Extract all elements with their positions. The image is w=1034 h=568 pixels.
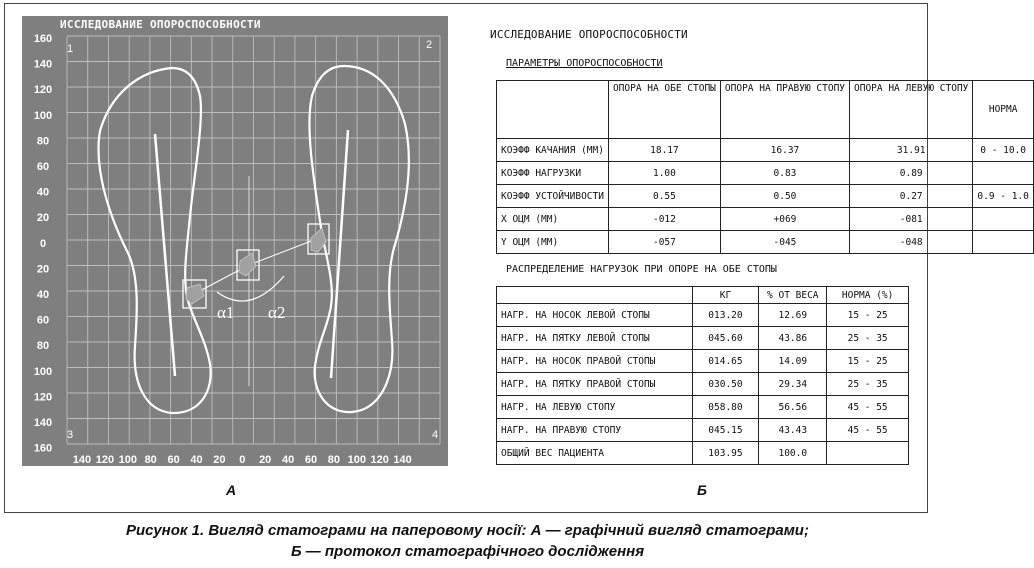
params-row: [497, 185, 1034, 208]
right-foot-axis: [331, 130, 348, 378]
y-tick-label: 140: [33, 58, 53, 71]
y-tick-label: 160: [33, 33, 53, 45]
y-tick-label: 140: [33, 417, 53, 429]
params-cell: 0.27: [850, 185, 973, 208]
distribution-cell: 15 - 25: [827, 350, 909, 373]
angle-label-2: α2: [268, 303, 286, 322]
x-tick-label: 80: [144, 454, 157, 466]
x-tick-label: 40: [190, 454, 203, 466]
distribution-cell: 43.86: [759, 327, 827, 350]
params-cell: +069: [720, 208, 849, 231]
params-cell: Y ОЦМ (ММ): [497, 231, 609, 254]
y-tick-label: 80: [36, 135, 50, 148]
distribution-cell: 29.34: [759, 373, 827, 396]
params-cell: 18.17: [608, 139, 720, 162]
quadrant-number: 4: [432, 429, 439, 441]
params-cell: [973, 208, 1033, 231]
params-cell: 0.50: [720, 185, 849, 208]
cop-trace-right: [311, 228, 326, 252]
distribution-cell: НАГР. НА ПРАВУЮ СТОПУ: [497, 419, 693, 442]
left-foot-outline: [99, 68, 211, 413]
distribution-cell: 25 - 35: [827, 373, 909, 396]
params-header-cell: [497, 81, 609, 139]
y-tick-label: 80: [36, 340, 50, 353]
y-tick-label: 0: [39, 237, 47, 250]
params-header-cell: ОПОРА НА ЛЕВУЮ СТОПУ: [850, 81, 973, 139]
x-tick-label: 120: [95, 454, 115, 466]
params-cell: -048: [850, 231, 973, 254]
params-cell: -045: [720, 231, 849, 254]
distribution-cell: НАГР. НА НОСОК ПРАВОЙ СТОПЫ: [497, 350, 693, 373]
distribution-cell: 12.69: [759, 304, 827, 327]
x-tick-label: 60: [304, 454, 318, 466]
distribution-cell: 25 - 35: [827, 327, 909, 350]
params-cell: 0.9 - 1.0: [973, 185, 1033, 208]
distribution-cell: 103.95: [692, 442, 759, 465]
distribution-cell: 14.09: [759, 350, 827, 373]
params-cell: 0.55: [608, 185, 720, 208]
params-cell: 16.37: [720, 139, 849, 162]
x-tick-label: 20: [213, 454, 226, 466]
distribution-row: [497, 396, 909, 419]
label-a: А: [226, 482, 237, 498]
distribution-row: [497, 304, 909, 327]
params-table: [496, 80, 1034, 254]
params-row: [497, 231, 1034, 254]
distribution-table: [496, 286, 909, 465]
y-tick-label: 120: [33, 391, 53, 404]
distribution-cell: 45 - 55: [827, 419, 909, 442]
params-cell: 0 - 10.0: [973, 139, 1033, 162]
distribution-cell: 43.43: [759, 419, 827, 442]
params-header-cell: ОПОРА НА ОБЕ СТОПЫ: [608, 81, 720, 139]
distribution-cell: 058.80: [692, 396, 759, 419]
y-tick-label: 100: [33, 365, 53, 378]
statogram-plot: [22, 16, 448, 466]
figure-caption-line-2: Б — протокол статографічного дослідження: [290, 543, 645, 560]
params-row: [497, 162, 1034, 185]
distribution-row: [497, 327, 909, 350]
params-title: ПАРАМЕТРЫ ОПОРОСПОСОБНОСТИ: [506, 58, 663, 69]
distribution-header-row: [497, 287, 909, 304]
params-row: [497, 139, 1034, 162]
y-tick-label: 120: [33, 84, 53, 97]
params-cell: -081: [850, 208, 973, 231]
x-tick-label: 140: [393, 454, 412, 466]
angle-label-1: α1: [217, 303, 235, 322]
params-cell: КОЭФФ НАГРУЗКИ: [497, 162, 609, 185]
cop-trace-left: [186, 284, 204, 304]
x-tick-label: 20: [259, 454, 272, 466]
distribution-cell: НАГР. НА ПЯТКУ ЛЕВОЙ СТОПЫ: [497, 327, 693, 350]
x-tick-label: 40: [281, 454, 295, 466]
distribution-cell: НАГР. НА ЛЕВУЮ СТОПУ: [497, 396, 693, 419]
y-tick-label: 60: [36, 314, 50, 327]
y-tick-label: 40: [36, 186, 50, 199]
distribution-cell: 013.20: [692, 304, 759, 327]
distribution-title: РАСПРЕДЕЛЕНИЕ НАГРУЗОК ПРИ ОПОРЕ НА ОБЕ СТОПЫ: [506, 264, 777, 275]
quadrant-number: 1: [67, 43, 74, 55]
quadrant-number: 3: [67, 429, 74, 441]
params-header-cell: НОРМА: [973, 81, 1033, 139]
x-tick-label: 80: [327, 454, 341, 466]
params-cell: КОЭФФ КАЧАНИЯ (ММ): [497, 139, 609, 162]
distribution-cell: 100.0: [759, 442, 827, 465]
y-tick-label: 40: [36, 289, 50, 301]
distribution-header-cell: КГ: [692, 287, 759, 304]
y-tick-label: 20: [36, 263, 50, 276]
figure-caption-line-1: Рисунок 1. Вигляд статограми на паперовому носії: А — графічний вигляд статограми;: [126, 522, 809, 539]
params-cell: -057: [608, 231, 720, 254]
params-header-cell: ОПОРА НА ПРАВУЮ СТОПУ: [720, 81, 849, 139]
distribution-cell: 45 - 55: [827, 396, 909, 419]
params-cell: 31.91: [850, 139, 973, 162]
params-cell: 1.00: [608, 162, 720, 185]
distribution-cell: 030.50: [692, 373, 759, 396]
params-row: [497, 208, 1034, 231]
params-cell: 0.89: [850, 162, 973, 185]
distribution-row: [497, 419, 909, 442]
distribution-cell: ОБЩИЙ ВЕС ПАЦИЕНТА: [497, 442, 693, 465]
params-cell: -012: [608, 208, 720, 231]
x-tick-label: 0: [239, 454, 246, 466]
x-tick-label: 140: [72, 454, 92, 466]
distribution-cell: 045.15: [692, 419, 759, 442]
x-tick-label: 100: [118, 454, 137, 466]
x-tick-label: 100: [347, 454, 366, 466]
distribution-cell: 15 - 25: [827, 304, 909, 327]
x-tick-label: 120: [370, 454, 389, 466]
distribution-header-cell: НОРМА (%): [827, 287, 909, 304]
protocol-title: ИССЛЕДОВАНИЕ ОПОРОСПОСОБНОСТИ: [490, 28, 688, 41]
params-cell: [973, 231, 1033, 254]
params-cell: 0.83: [720, 162, 849, 185]
params-cell: X ОЦМ (ММ): [497, 208, 609, 231]
distribution-header-cell: [497, 287, 693, 304]
params-cell: КОЭФФ УСТОЙЧИВОСТИ: [497, 185, 609, 208]
y-tick-label: 20: [36, 212, 50, 225]
distribution-cell: [827, 442, 909, 465]
distribution-header-cell: % ОТ ВЕСА: [759, 287, 827, 304]
y-tick-label: 160: [33, 442, 53, 455]
statogram-title: ИССЛЕДОВАНИЕ ОПОРОСПОСОБНОСТИ: [60, 18, 261, 31]
y-tick-label: 60: [36, 161, 50, 173]
distribution-cell: 045.60: [692, 327, 759, 350]
distribution-cell: 014.65: [692, 350, 759, 373]
distribution-row: [497, 350, 909, 373]
distribution-row: [497, 442, 909, 465]
distribution-row: [497, 373, 909, 396]
y-tick-label: 100: [33, 109, 53, 122]
distribution-cell: 56.56: [759, 396, 827, 419]
params-header-row: [497, 81, 1034, 139]
quadrant-number: 2: [426, 39, 433, 51]
x-tick-label: 60: [167, 454, 180, 466]
params-cell: [973, 162, 1033, 185]
distribution-cell: НАГР. НА ПЯТКУ ПРАВОЙ СТОПЫ: [497, 373, 693, 396]
distribution-cell: НАГР. НА НОСОК ЛЕВОЙ СТОПЫ: [497, 304, 693, 327]
statogram-panel: [22, 16, 448, 466]
left-foot-axis: [155, 134, 175, 376]
label-b: Б: [697, 482, 707, 498]
